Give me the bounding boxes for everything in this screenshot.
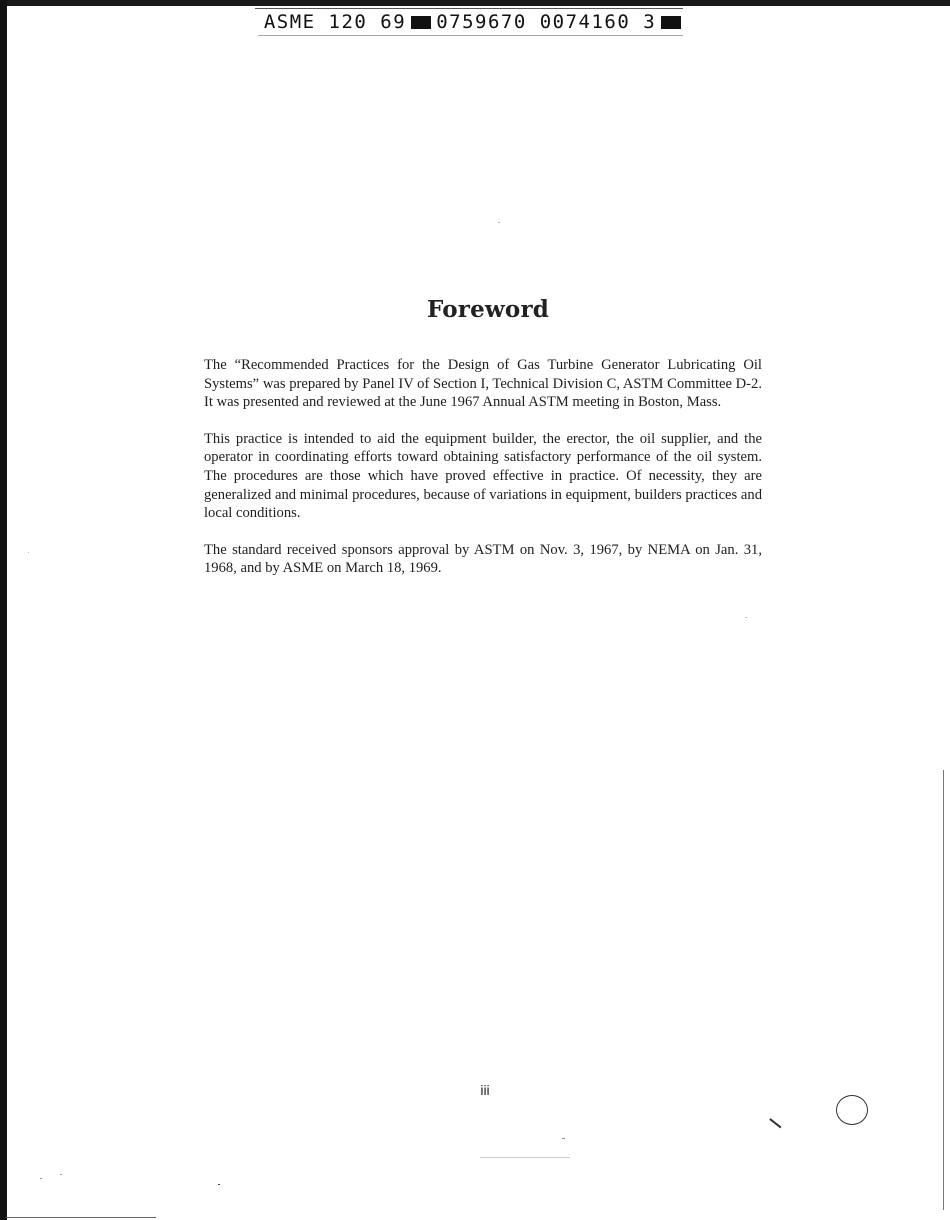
scan-speck — [40, 1178, 42, 1179]
header-block-mark — [411, 16, 431, 29]
header-code-line — [0, 11, 950, 33]
paragraph-1: The “Recommended Practices for the Design of Gas Turbine Generator Lubricating Oil Systems” was prepared by Panel IV of Section I, Technical Division C, ASTM Committee D-2. It was presented and reviewed at the June 1967 Annual ASTM meeting in Boston, Mass. — [204, 357, 762, 411]
foreword-body — [204, 356, 762, 596]
circle-mark — [836, 1095, 868, 1125]
page-number: iii — [480, 1082, 490, 1098]
paragraph-3: The standard received sponsors approval by ASTM on Nov. 3, 1967, by NEMA on Jan. 31, 1968, and by ASME on March 18, 1969. — [204, 541, 762, 577]
header-code-part-2: 0759670 0074160 3 — [436, 11, 657, 33]
paragraph-2: This practice is intended to aid the equipment builder, the erector, the oil supplier, and the operator in coordinating efforts toward obtaining satisfactory performance of the oil system. The procedures are those which have proved effective in practice. Of necessity, they are generalized and minimal procedures, because of variations in equipment, builders practices and local conditions. — [204, 430, 762, 522]
scan-speck — [480, 1157, 570, 1158]
scan-speck — [28, 552, 29, 553]
header-code-part-1: ASME 120 69 — [263, 11, 407, 33]
scan-top-edge — [0, 0, 950, 6]
scan-speck — [745, 617, 747, 618]
header-rule-top — [255, 8, 683, 9]
scan-bottom-line — [6, 1217, 156, 1218]
scan-speck — [498, 222, 500, 223]
pen-tick-mark — [770, 1118, 782, 1128]
header-rule-bottom — [258, 35, 683, 36]
scan-speck — [60, 1174, 62, 1175]
scan-speck — [218, 1184, 220, 1185]
scan-speck — [562, 1138, 565, 1139]
scan-right-line — [943, 770, 944, 1210]
scan-left-edge — [0, 0, 7, 1220]
header-block-mark-end — [661, 16, 681, 29]
page-title: Foreword — [426, 296, 550, 323]
